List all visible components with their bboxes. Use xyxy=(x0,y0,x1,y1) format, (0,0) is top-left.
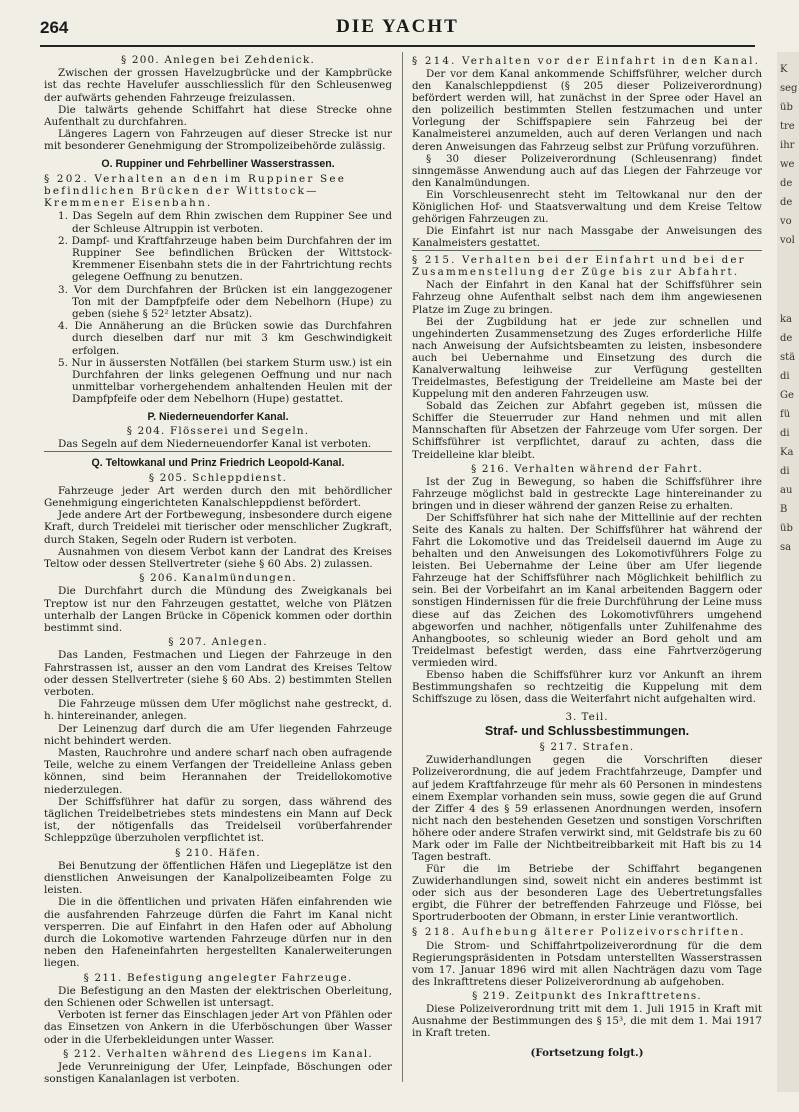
left-column xyxy=(44,52,392,1092)
part-label: 3. Teil. xyxy=(565,711,609,724)
margin-fragment: di xyxy=(780,466,790,477)
margin-fragment: de xyxy=(780,178,793,189)
paragraph: Die Einfahrt ist nur nach Massgabe der Anweisungen des Kanalmeisters gestattet. xyxy=(412,225,762,250)
margin-fragment: ihr xyxy=(780,140,795,151)
part-title: Straf- und Schlussbestimmungen. xyxy=(484,724,690,739)
margin-fragment: B xyxy=(780,504,788,515)
margin-fragment: K xyxy=(780,64,788,75)
paragraph: Der Schiffsführer hat dafür zu sorgen, dass während des täglichen Treidelbetriebes stets mindestens ein Mann auf Deck ist, der nötigenfalls das Treidelseil vorüberfahrender Schleppzüge überzuholen verpflichtet ist. xyxy=(44,795,392,845)
paragraph: Diese Polizeiverordnung tritt mit dem 1. Juli 1915 in Kraft mit Ausnahme der Bestimmungen des § 15³, die mit dem 1. Mai 1917 in Kraft treten. xyxy=(412,1002,762,1040)
section-heading: § 216. Verhalten während der Fahrt. xyxy=(471,462,703,475)
margin-fragment: ka xyxy=(780,314,793,325)
section-heading: § 217. Strafen. xyxy=(539,741,635,754)
paragraph: Ist der Zug in Bewegung, so haben die Schiffsführer ihre Fahrzeuge möglichst bald in gestreckte Lage hintereinander zu bringen und in dieser während der ganzen Reise zu erhalten. xyxy=(412,475,762,512)
paragraph: Für die im Betriebe der Schiffahrt begangenen Zuwiderhandlungen sind, soweit nicht ein anderes bestimmt ist oder sich aus der besonderen Lage des Uebertretungsfalles ergibt, die Führer der betreffenden Fahrzeuge und Flösse, bei Sportruderbooten der Obmann, in erster Linie verantwortlich. xyxy=(412,863,762,924)
paragraph: Die in die öffentlichen und privaten Häfen einfahrenden wie die ausfahrenden Fahrzeuge dürfen die Fahrt im Kanal nicht versperren. Die auf Einfahrt in den Hafen oder auf Abholung durch die Lokomotive wartenden Fahrzeuge dürfen nur in den neben den Hafeneinfahrten hergestellten Kanalerweiterungen liegen. xyxy=(44,896,392,970)
numbered-paragraph: 4. Die Annäherung an die Brücken sowie das Durchfahren durch dieselben darf nur mit 3 km Geschwindigkeit erfolgen. xyxy=(58,320,392,357)
section-heading: § 206. Kanalmündungen. xyxy=(139,572,297,585)
paragraph: Bei Benutzung der öffentlichen Häfen und Liegeplätze ist den dienstlichen Anweisungen der Kanalpolizeibeamten Folge zu leisten. xyxy=(44,859,392,897)
paragraph: Bei der Zugbildung hat er jede zur schnellen und ungehinderten Zusammensetzung des Zuges erforderliche Hilfe nach Anweisung der Aufsichtsbeamten zu leisten, insbesondere auch bei Uebernahme und Einsetzung des durch die Kanalverwaltung leihweise zur Verfügung gestellten Treidelmastes, Befestigung der Treidelleine am Maste bei der Kuppelung mit den anderen Fahrzeugen usw. xyxy=(412,315,762,401)
margin-fragment: sa xyxy=(780,542,792,553)
section-heading: § 204. Flösserei und Segeln. xyxy=(126,424,310,437)
section-heading: § 207. Anlegen. xyxy=(168,636,268,649)
paragraph: Jede andere Art der Fortbewegung, insbesondere durch eigene Kraft, durch Treidelei mit tierischer oder menschlicher Zugkraft, durch Staken, Segeln oder Rudern ist verboten. xyxy=(44,509,392,546)
numbered-paragraph: 3. Vor dem Durchfahren der Brücken ist ein langgezogener Ton mit der Dampfpfeife oder dem Nebelhorn (Hupe) zu geben (siehe § 52² letzter Absatz). xyxy=(58,283,392,321)
paragraph: Der Leinenzug darf durch die am Ufer liegenden Fahrzeuge nicht behindert werden. xyxy=(44,722,392,747)
chapter-heading: P. Niederneuendorfer Kanal. xyxy=(147,410,289,423)
paragraph: Verboten ist ferner das Einschlagen jeder Art von Pfählen oder das Einsetzen von Ankern in die Uferböschungen über Wasser oder in die Uferbekleidungen unter Wasser. xyxy=(44,1009,392,1046)
margin-fragment: stä xyxy=(780,352,796,363)
paragraph: Längeres Lagern von Fahrzeugen auf dieser Strecke ist nur mit besonderer Genehmigung der Strompolizeibehörde zulässig. xyxy=(44,128,392,153)
paragraph: Masten, Rauchrohre und andere scharf nach oben aufragende Teile, welche zu einem Verfangen der Treidelleine Anlass geben können, sind beim Herannahen der Treidellokomotive niederzulegen. xyxy=(44,746,392,796)
paragraph: Die Fahrzeuge müssen dem Ufer möglichst nahe gestreckt, d. h. hintereinander, anlegen. xyxy=(44,698,392,723)
margin-fragment: üb xyxy=(780,102,793,113)
paragraph: Die talwärts gehende Schiffahrt hat diese Strecke ohne Aufenthalt zu durchfahren. xyxy=(44,103,392,129)
margin-fragment: tre xyxy=(780,121,795,132)
section-divider xyxy=(44,451,392,452)
section-heading: § 202. Verhalten an den im Ruppiner See befindlichen Brücken der Wittstock—Kremmener Eisenbahn. xyxy=(44,172,347,210)
margin-fragment: vo xyxy=(780,216,792,227)
next-page-margin xyxy=(777,52,799,1092)
section-heading: § 214. Verhalten vor der Einfahrt in den Kanal. xyxy=(412,55,761,67)
section-heading: § 211. Befestigung angelegter Fahrzeuge. xyxy=(83,971,353,984)
margin-fragment: Ka xyxy=(780,447,794,458)
column-divider xyxy=(402,52,403,1082)
margin-fragment: de xyxy=(780,333,793,344)
page-header xyxy=(40,14,755,48)
paragraph: Der vor dem Kanal ankommende Schiffsführer, welcher durch den Kanalschleppdienst (§ 205 dieser Polizeiverordnung) befördert werden will, hat zunächst in der Spree oder Havel an den polizeilich bestimmten Stellen festzumachen und unter Vorlegung der Schiffspapiere sein Fahrzeug bei der Kanalmeisterei anzumelden, auch auf deren Verlangen und nach deren Anweisungen das Fahrzeug selbst zur Prüfung vorzuführen. xyxy=(412,68,762,153)
margin-fragment: we xyxy=(780,159,795,170)
margin-fragment: vol xyxy=(780,235,795,246)
section-heading: § 200. Anlegen bei Zehdenick. xyxy=(121,54,315,66)
section-divider xyxy=(412,250,762,251)
paragraph: Das Segeln auf dem Niederneuendorfer Kanal ist verboten. xyxy=(58,438,372,451)
paragraph: Die Strom- und Schiffahrtpolizeiverordnung für die dem Regierungspräsidenten in Potsdam unterstellten Wasserstrassen vom 17. Januar 1896 wird mit allen Nachträgen dazu vom Tage des Inkrafttretens dieser Polizeiverordnung ab aufgehoben. xyxy=(412,939,762,988)
numbered-paragraph: 2. Dampf- und Kraftfahrzeuge haben beim Durchfahren der im Ruppiner See befindlichen Brücken der Wittstock-Kremmener Eisenbahn stets die in der Fahrtrichtung rechts gelegene Oeffnung zu benutzen. xyxy=(58,234,392,284)
margin-fragment: au xyxy=(780,485,793,496)
paragraph: Fahrzeuge jeder Art werden durch den mit behördlicher Genehmigung eingerichteten Kanalschleppdienst befördert. xyxy=(44,484,392,509)
chapter-heading: O. Ruppiner und Fehrbelliner Wasserstrassen. xyxy=(101,157,335,170)
margin-fragment: fü xyxy=(780,409,791,420)
paragraph: Ausnahmen von diesem Verbot kann der Landrat des Kreises Teltow oder dessen Stellvertreter (siehe § 60 Abs. 2) zulassen. xyxy=(44,545,392,570)
margin-fragment: de xyxy=(780,197,793,208)
page-number: 264 xyxy=(40,18,69,37)
paragraph: Jede Verunreinigung der Ufer, Leinpfade, Böschungen oder sonstigen Kanalanlagen ist verboten. xyxy=(44,1061,392,1086)
section-heading: § 210. Häfen. xyxy=(175,846,261,859)
paragraph: Ebenso haben die Schiffsführer kurz vor Ankunft an ihrem Bestimmungshafen so rechtzeitig die Kuppelung mit dem Schiffszuge zu lösen, dass die Weiterfahrt nicht aufgehalten wird. xyxy=(412,668,762,706)
paragraph: Der Schiffsführer hat sich nahe der Mittellinie auf der rechten Seite des Kanals zu halten. Der Schiffsführer hat während der Fahrt die Lokomotive und das Treidelseil dauernd im Auge zu behalten und den Anweisungen des Lokomotivführers Folge zu leisten. Bei Uebernahme der Leine über am Ufer liegende Fahrzeuge hat der Schiffsführer nach Möglichkeit behilflich zu sein. Bei der Vorbeifahrt an im Kanal arbeitenden Baggern oder sonstigen Hindernissen für die freie Durchführung der Leine muss diese auf das Zeichen des Lokomotivführers umgehend abgeworfen und nachher, nötigenfalls unter Zuhilfenahme des Anhangbootes, so schleunig wieder an Bord geholt und am Treidelmast befestigt werden, dass eine Fahrtverzögerung vermieden wird. xyxy=(412,511,762,669)
numbered-paragraph: 5. Nur in äussersten Notfällen (bei starkem Sturm usw.) ist ein Durchfahren der links gelegenen Oeffnung und nur nach unmittelbar vorhergehendem anhaltenden Heulen mit der Dampfpfeife oder dem Nebelhorn (Hupe) gestattet. xyxy=(58,356,392,406)
margin-fragment: üb xyxy=(780,523,793,534)
margin-fragment: di xyxy=(780,371,790,382)
paragraph: Zuwiderhandlungen gegen die Vorschriften dieser Polizeiverordnung, die auf jedem Frachtfahrzeuge, Dampfer und auf jedem Kraftfahrzeuge für mehr als 60 Personen in mindestens einem Exemplar vorhanden sein muss, sowie gegen die auf Grund der Ziffer 4 des § 59 erlassenen Anordnungen werden, insofern nicht nach den bestehenden Gesetzen und sonstigen Vorschriften höhere oder andere Strafen verwirkt sind, mit Geldstrafe bis zu 60 Mark oder im Falle der Nichtbeitreibbarkeit mit Haft bis zu 14 Tagen bestraft. xyxy=(412,754,762,863)
margin-fragment: seg xyxy=(780,83,798,94)
section-heading: § 205. Schleppdienst. xyxy=(148,471,288,484)
margin-fragment: di xyxy=(780,428,790,439)
paragraph: Die Durchfahrt durch die Mündung des Zweigkanals bei Treptow ist nur den Fahrzeugen gestattet, welche von Plätzen unterhalb der Langen Brücke in Cöpenick kommen oder dorthin bestimmt sind. xyxy=(44,585,392,634)
paragraph: Sobald das Zeichen zur Abfahrt gegeben ist, müssen die Schiffer die Steuerruder zur Hand nehmen und mit allen Mannschaften für Absetzen der Fahrzeuge vom Ufer sorgen. Der Schiffsführer ist verpflichtet, darauf zu achten, dass die Treidelleine klar bleibt. xyxy=(412,400,762,461)
margin-fragment: Ge xyxy=(780,390,794,401)
right-column xyxy=(412,52,762,1092)
paragraph: Das Landen, Festmachen und Liegen der Fahrzeuge in den Fahrstrassen ist, ausser an den vom Landrat des Kreises Teltow oder dessen Stellvertreter (siehe § 60 Abs. 2) bestimmten Stellen verboten. xyxy=(44,649,392,698)
section-heading: § 219. Zeitpunkt des Inkrafttretens. xyxy=(472,989,702,1002)
section-heading: § 215. Verhalten bei der Einfahrt und bei der Zusammenstellung der Züge bis zur Abfahrt. xyxy=(412,254,746,279)
section-heading: § 212. Verhalten während des Liegens im Kanal. xyxy=(63,1047,373,1060)
section-heading: § 218. Aufhebung älterer Polizeivorschriften. xyxy=(412,926,746,939)
paragraph: Zwischen der grossen Havelzugbrücke und der Kampbrücke ist das rechte Havelufer ausschliesslich für den Schleusenweg der aufwärts gehenden Fahrzeuge freizulassen. xyxy=(44,67,392,104)
continuation-note: (Fortsetzung folgt.) xyxy=(530,1047,644,1060)
chapter-heading: Q. Teltowkanal und Prinz Friedrich Leopold-Kanal. xyxy=(91,457,345,470)
paragraph: Ein Vorschleusenrecht steht im Teltowkanal nur den der Königlichen Hof- und Staatsverwaltung und dem Kreise Teltow gehörigen Fahrzeugen zu. xyxy=(412,188,762,226)
paragraph: Nach der Einfahrt in den Kanal hat der Schiffsführer sein Fahrzeug ohne Aufenthalt selbst nach dem ihm angewiesenen Platze im Zuge zu bringen. xyxy=(412,279,762,316)
paragraph: § 30 dieser Polizeiverordnung (Schleusenrang) findet sinngemässe Anwendung auch auf das Liegen der Fahrzeuge vor den Kanalmündungen. xyxy=(412,152,762,189)
paragraph: Die Befestigung an den Masten der elektrischen Oberleitung, den Schienen oder Schwellen ist untersagt. xyxy=(44,984,392,1010)
numbered-paragraph: 1. Das Segeln auf dem Rhin zwischen dem Ruppiner See und der Schleuse Altruppin ist verboten. xyxy=(58,210,392,235)
header-rule xyxy=(40,45,755,47)
journal-title: DIE YACHT xyxy=(336,16,459,37)
